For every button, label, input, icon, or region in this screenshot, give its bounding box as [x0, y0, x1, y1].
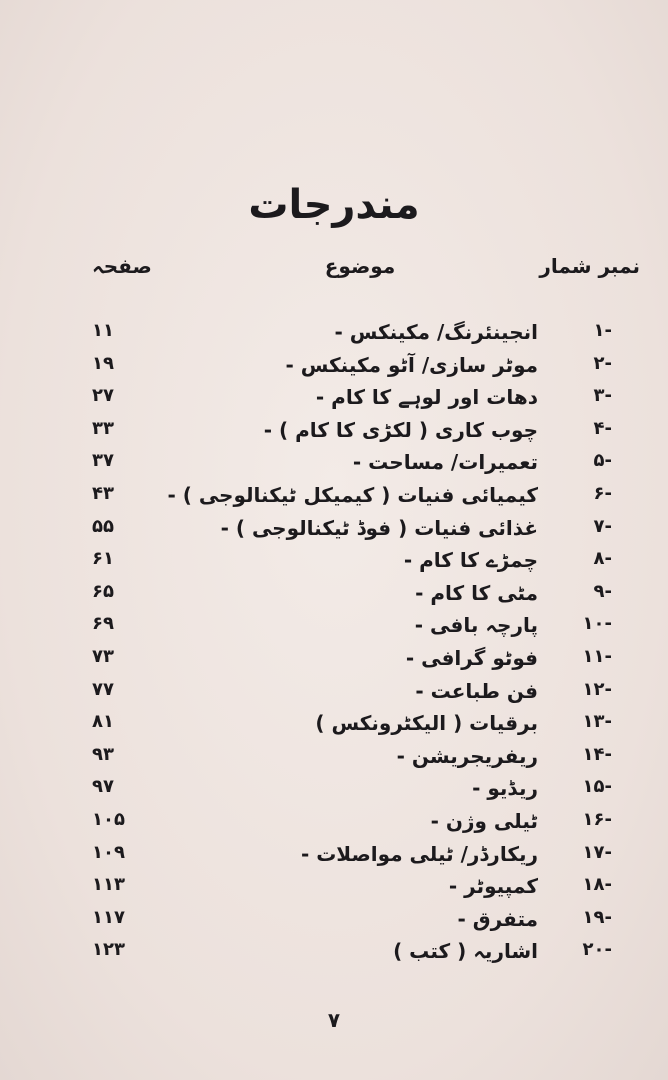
list-item — [0, 385, 668, 417]
entry-topic: ریڈیو - — [472, 776, 538, 801]
entry-topic: موٹر سازی/ آٹو مکینکس - — [285, 352, 538, 377]
entry-page-number: ۹۷ — [92, 776, 114, 798]
entry-topic: پارچہ بافی - — [414, 613, 538, 638]
entry-topic: غذائی فنیات ( فوڈ ٹیکنالوجی ) - — [220, 515, 538, 540]
entry-topic: فوٹو گرافی - — [405, 646, 538, 670]
entry-number: -۱۶ — [582, 809, 612, 830]
list-item — [0, 646, 668, 678]
list-item — [0, 907, 668, 939]
entry-page-number: ۶۱ — [92, 548, 114, 570]
entry-topic: ریفریجریشن - — [396, 743, 538, 768]
header-page: صفحہ — [92, 254, 152, 278]
list-item — [0, 353, 668, 385]
list-item — [0, 548, 668, 580]
entry-number: -۲ — [593, 352, 612, 374]
entry-page-number: ۳۷ — [92, 450, 114, 472]
list-item — [0, 450, 668, 482]
entry-topic: ٹیلی وژن - — [430, 809, 538, 833]
header-topic: موضوع — [324, 254, 396, 278]
list-item — [0, 418, 668, 450]
entry-page-number: ۲۷ — [92, 385, 114, 407]
entry-page-number: ۱۹ — [92, 352, 114, 374]
entry-number: -۷ — [593, 515, 612, 537]
entry-page-number: ۱۰۵ — [92, 809, 125, 830]
list-item — [0, 744, 668, 776]
entry-number: -۱۴ — [582, 743, 612, 765]
entry-number: -۱۰ — [582, 613, 612, 635]
entry-topic: برقیات ( الیکٹرونکس ) — [315, 711, 538, 736]
entry-topic: کمپیوٹر - — [448, 874, 538, 899]
list-item — [0, 776, 668, 808]
entry-number: -۲۰ — [582, 939, 612, 961]
entry-topic: فن طباعت - — [415, 678, 538, 703]
entry-number: -۱۸ — [582, 874, 612, 896]
entry-topic: تعمیرات/ مساحت - — [352, 450, 538, 475]
list-item — [0, 842, 668, 874]
entry-number: -۱۹ — [582, 906, 612, 928]
page-title: مندرجات — [248, 182, 420, 228]
entry-topic: مٹی کا کام - — [415, 580, 538, 605]
entry-page-number: ۱۱۳ — [92, 874, 125, 896]
entry-topic: انجینئرنگ/ مکینکس - — [334, 320, 538, 344]
entry-page-number: ۴۳ — [92, 483, 114, 504]
entry-page-number: ۸۱ — [92, 711, 114, 733]
entry-number: -۱ — [593, 320, 612, 341]
entry-page-number: ۷۷ — [92, 678, 114, 700]
entry-number: -۴ — [593, 417, 612, 439]
header-serial-number: نمبر شمار — [539, 254, 640, 278]
entry-number: -۱۷ — [582, 841, 612, 863]
entry-number: -۵ — [593, 450, 612, 472]
entry-number: -۹ — [593, 580, 612, 602]
entry-number: -۳ — [593, 385, 612, 407]
entry-topic: اشاریہ ( کتب ) — [393, 939, 538, 964]
entry-topic: ریکارڈر/ ٹیلی مواصلات - — [300, 841, 538, 866]
entry-number: -۱۱ — [582, 646, 612, 667]
entry-number: -۸ — [593, 548, 612, 570]
entry-page-number: ۱۰۹ — [92, 841, 125, 863]
entry-page-number: ۶۵ — [92, 580, 114, 602]
entry-page-number: ۱۱۷ — [92, 906, 125, 928]
list-item — [0, 679, 668, 711]
entry-number: -۱۳ — [582, 711, 612, 733]
entry-page-number: ۱۱ — [92, 320, 114, 341]
entry-number: -۱۲ — [582, 678, 612, 700]
entry-page-number: ۷۳ — [92, 646, 114, 667]
list-item — [0, 483, 668, 515]
entry-topic: دھات اور لوہے کا کام - — [315, 385, 538, 410]
entry-topic: چمڑے کا کام - — [403, 548, 538, 573]
list-item — [0, 516, 668, 548]
entry-page-number: ۹۳ — [92, 743, 114, 765]
entry-number: -۱۵ — [582, 776, 612, 798]
entry-topic: متفرق - — [457, 906, 538, 931]
entry-page-number: ۱۲۳ — [92, 939, 125, 961]
entry-page-number: ۶۹ — [92, 613, 114, 635]
list-item — [0, 711, 668, 743]
list-item — [0, 613, 668, 645]
entry-number: -۶ — [593, 483, 612, 504]
entry-page-number: ۵۵ — [92, 515, 114, 537]
entry-topic: چوب کاری ( لکڑی کا کام ) - — [263, 417, 538, 442]
list-item — [0, 809, 668, 841]
list-item — [0, 939, 668, 971]
entry-page-number: ۳۳ — [92, 417, 114, 439]
list-item — [0, 581, 668, 613]
list-item — [0, 874, 668, 906]
list-item — [0, 320, 668, 352]
footer-page-number: ۷ — [327, 1008, 341, 1032]
entry-topic: کیمیائی فنیات ( کیمیکل ٹیکنالوجی ) - — [167, 483, 538, 507]
